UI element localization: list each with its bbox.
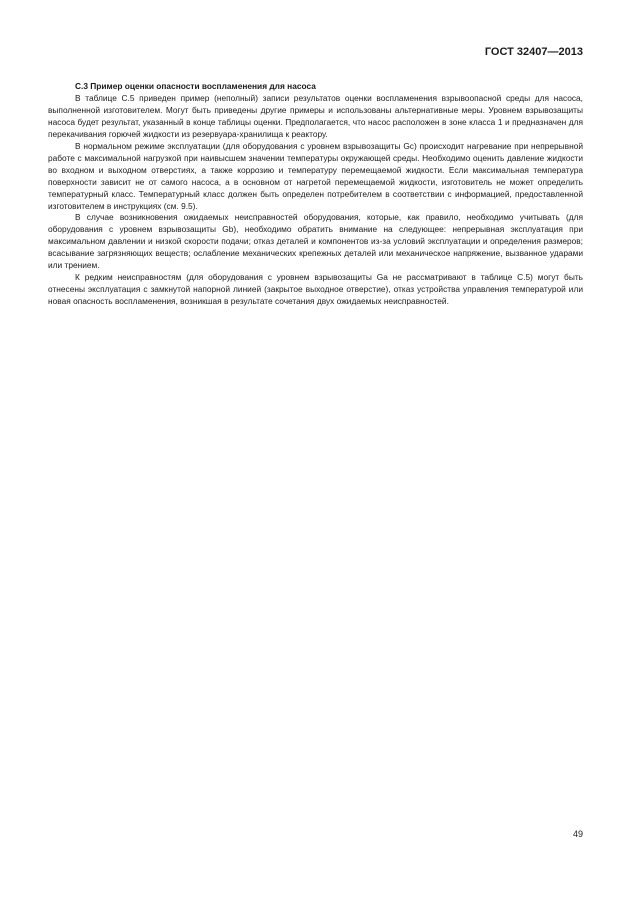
- document-standard-header: ГОСТ 32407—2013: [484, 46, 583, 58]
- paragraph-expected-malfunctions: В случае возникновения ожидаемых неисправностей оборудования, которые, как правило, необходимо учитывать (для оборудования с уровнем взрывозащиты Gb), необходимо обратить внимание на следующее: непрерывная эксплуатация при максимальном давлении и низкой скорости подачи; отказ деталей и компонентов из-за условий эксплуатации и определения размеров; всасывание загрязняющих веществ; ослабление механических крепежных деталей или механическое напряжение, вызванное ударами или трением.: [48, 212, 583, 271]
- paragraph-rare-malfunctions: К редким неисправностям (для оборудования с уровнем взрывозащиты Ga не рассматривают в таблице С.5) могут быть отнесены эксплуатация с замкнутой напорной линией (закрытое выходное отверстие), отказ устройства управления температурой или новая опасность воспламенения, возникшая в результате сочетания двух ожидаемых неисправностей.: [48, 272, 583, 307]
- paragraph-table-example: В таблице С.5 приведен пример (неполный) записи результатов оценки воспламенения взрывоопасной среды для насоса, выполненной изготовителем. Могут быть приведены другие примеры и использованы альтернативные меры. Уровнем взрывозащиты насоса будет результат, указанный в конце таблицы оценки. Предполагается, что насос расположен в зоне класса 1 и предназначен для перекачивания горючей жидкости из резервуара-хранилища к реактору.: [48, 92, 583, 139]
- section-heading: С.3 Пример оценки опасности воспламенения для насоса: [75, 81, 316, 91]
- page-number: 49: [572, 829, 583, 839]
- paragraph-normal-operation: В нормальном режиме эксплуатации (для оборудования с уровнем взрывозащиты Gc) происходит нагревание при непрерывной работе с максимальной нагрузкой при наивысшем значении температуры окружающей среды. Необходимо оценить давление жидкости во входном и выходном отверстиях, а также коррозию и температуру перемещаемой жидкости. Если максимальная температура поверхности зависит не от самого насоса, а в основном от нагретой перемещаемой жидкости, изготовитель не может определить температурный класс. Температурный класс должен быть определен потребителем в соответствии с информацией, предоставленной изготовителем в инструкциях (см. 9.5).: [48, 140, 583, 211]
- section-c3: [48, 81, 583, 308]
